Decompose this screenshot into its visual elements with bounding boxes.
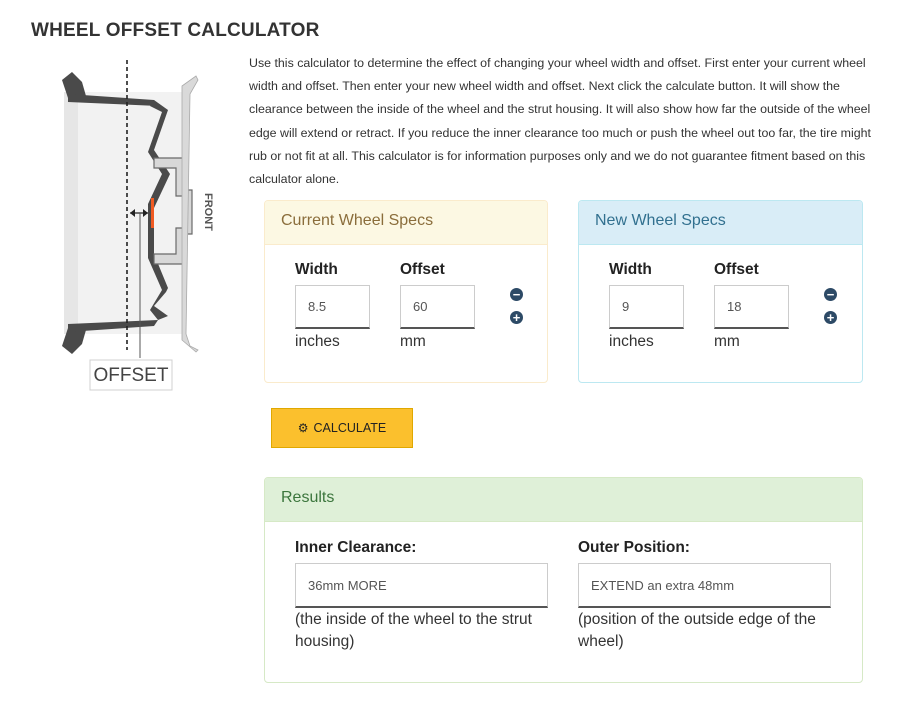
inner-clearance-label: Inner Clearance: — [295, 539, 417, 556]
outer-position-output[interactable] — [578, 563, 831, 608]
page-title: WHEEL OFFSET CALCULATOR — [31, 20, 320, 41]
wheel-offset-diagram — [50, 58, 230, 398]
new-width-unit: inches — [609, 333, 654, 350]
calculate-button[interactable] — [271, 408, 413, 448]
current-offset-label: Offset — [400, 261, 445, 278]
new-wheel-specs-panel — [578, 200, 863, 383]
inner-clearance-note: (the inside of the wheel to the strut housing) — [295, 611, 532, 650]
current-offset-input[interactable] — [400, 285, 475, 329]
results-panel — [264, 477, 863, 683]
inner-clearance-group — [295, 539, 553, 653]
current-width-group — [295, 261, 370, 351]
intro-text: Use this calculator to determine the effect of changing your wheel width and offset. First enter your current wheel width and offset. Then enter your new wheel width and offset. Next click the calculate button. It will show the clearance between the inside of the wheel and the strut housing. It will also show how far the outside of the wheel edge will extend or retract. If you reduce the inner clearance too much or push the wheel out too far, the tire might rub or not fit at all. This calculator is for information purposes only and we do not guarantee fitment based on this calculator alone. — [249, 56, 871, 187]
gear-icon: ⚙ — [297, 421, 309, 435]
outer-position-group — [578, 539, 836, 653]
offset-label: OFFSET — [93, 365, 169, 386]
plus-circle-icon[interactable]: + — [824, 311, 837, 324]
current-offset-group — [400, 261, 475, 351]
plus-circle-icon[interactable]: + — [510, 311, 523, 324]
minus-circle-icon[interactable]: − — [510, 288, 523, 301]
inner-clearance-output[interactable] — [295, 563, 548, 608]
new-offset-input[interactable] — [714, 285, 789, 329]
outer-position-note: (position of the outside edge of the wheel) — [578, 611, 816, 650]
new-offset-group — [714, 261, 789, 351]
current-wheel-specs-panel — [264, 200, 548, 383]
new-offset-label: Offset — [714, 261, 759, 278]
minus-circle-icon[interactable]: − — [824, 288, 837, 301]
new-specs-title: New Wheel Specs — [579, 201, 862, 245]
current-width-label: Width — [295, 261, 338, 278]
new-width-label: Width — [609, 261, 652, 278]
front-label: FRONT — [202, 193, 214, 231]
new-offset-unit: mm — [714, 333, 740, 350]
new-stepper — [824, 288, 840, 334]
new-width-group — [609, 261, 684, 351]
current-offset-unit: mm — [400, 333, 426, 350]
current-specs-title: Current Wheel Specs — [265, 201, 547, 245]
current-width-input[interactable] — [295, 285, 370, 329]
new-width-input[interactable] — [609, 285, 684, 329]
current-stepper — [510, 288, 526, 334]
calculate-label: CALCULATE — [313, 421, 387, 435]
outer-position-label: Outer Position: — [578, 539, 690, 556]
current-width-unit: inches — [295, 333, 340, 350]
results-title: Results — [265, 478, 862, 522]
